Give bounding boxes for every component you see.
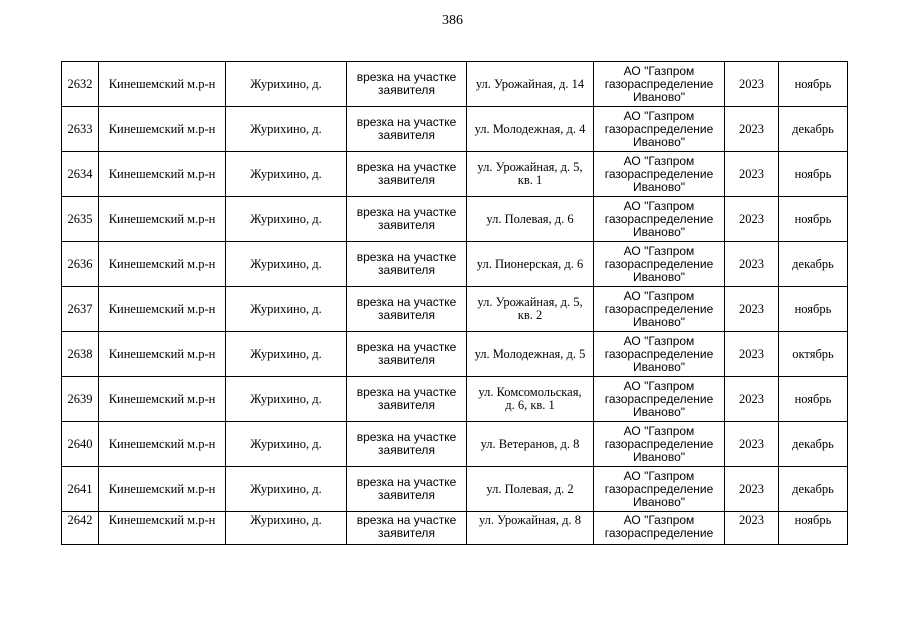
year-cell: 2023	[725, 377, 779, 422]
organization-line: АО "Газпром	[623, 243, 695, 258]
district-cell: Кинешемский м.р-н	[99, 377, 226, 422]
connection-type-line: заявителя	[378, 398, 435, 412]
month-cell: декабрь	[779, 422, 848, 467]
address-line: ул. Урожайная, д. 5,	[477, 295, 583, 309]
connection-type-cell	[347, 287, 467, 332]
connection-type-cell	[347, 152, 467, 197]
address-cell	[467, 197, 594, 242]
month-cell: ноябрь	[779, 287, 848, 332]
year-cell: 2023	[725, 107, 779, 152]
organization-line: Иваново"	[632, 314, 685, 329]
organization-line: АО "Газпром	[623, 198, 695, 213]
organization-line: Иваново"	[632, 449, 685, 464]
organization-line: газораспределение	[604, 436, 714, 451]
connection-type-line: заявителя	[378, 83, 435, 97]
organization-line: АО "Газпром	[623, 378, 695, 393]
district-cell: Кинешемский м.р-н	[99, 287, 226, 332]
organization-line: АО "Газпром	[623, 153, 695, 168]
year-cell: 2023	[725, 422, 779, 467]
organization-cell	[594, 422, 725, 467]
connection-type-cell	[347, 62, 467, 107]
organization-line: газораспределение	[604, 346, 714, 361]
address-line: ул. Урожайная, д. 14	[475, 76, 585, 91]
organization-line: Иваново"	[632, 404, 685, 419]
year-cell: 2023	[725, 62, 779, 107]
connection-type-line: заявителя	[378, 263, 435, 277]
address-line: ул. Комсомольская,	[478, 385, 582, 399]
connection-type-line: заявителя	[378, 218, 435, 232]
organization-cell	[594, 62, 725, 107]
district-cell: Кинешемский м.р-н	[99, 422, 226, 467]
year-cell: 2023	[725, 512, 779, 545]
address-line: ул. Полевая, д. 2	[486, 481, 574, 496]
connection-type-cell	[347, 242, 467, 287]
connection-type-line: заявителя	[378, 353, 435, 367]
organization-cell	[594, 287, 725, 332]
organization-line: АО "Газпром	[623, 468, 695, 483]
connection-type-line: врезка на участке	[356, 513, 457, 527]
table-row	[62, 332, 848, 377]
connection-type-line: заявителя	[378, 443, 435, 457]
month-cell: октябрь	[779, 332, 848, 377]
row-number-cell: 2637	[62, 287, 99, 332]
organization-cell	[594, 512, 725, 545]
connection-type-cell	[347, 422, 467, 467]
organization-line: газораспределение	[604, 481, 714, 496]
connection-type-line: заявителя	[378, 128, 435, 142]
address-cell	[467, 62, 594, 107]
row-number-cell: 2641	[62, 467, 99, 512]
settlement-cell: Журихино, д.	[226, 287, 347, 332]
address-line: кв. 2	[517, 308, 543, 322]
page-number: 386	[442, 13, 463, 28]
organization-line: Иваново"	[632, 179, 685, 194]
organization-line: Иваново"	[632, 89, 685, 104]
connection-type-line: заявителя	[378, 488, 435, 502]
connection-type-line: врезка на участке	[356, 475, 457, 489]
address-cell	[467, 422, 594, 467]
table-body	[62, 62, 848, 545]
connection-type-cell	[347, 467, 467, 512]
address-line: д. 6, кв. 1	[505, 398, 555, 412]
connection-type-cell	[347, 107, 467, 152]
district-cell: Кинешемский м.р-н	[99, 152, 226, 197]
month-cell: ноябрь	[779, 377, 848, 422]
address-cell	[467, 512, 594, 545]
address-line: ул. Молодежная, д. 4	[474, 121, 586, 136]
organization-line: Иваново"	[632, 269, 685, 284]
row-number-cell: 2642	[62, 512, 99, 545]
settlement-cell: Журихино, д.	[226, 377, 347, 422]
district-cell: Кинешемский м.р-н	[99, 332, 226, 377]
year-cell: 2023	[725, 287, 779, 332]
organization-cell	[594, 197, 725, 242]
connection-type-line: врезка на участке	[356, 160, 457, 174]
row-number-cell: 2638	[62, 332, 99, 377]
organization-cell	[594, 242, 725, 287]
organization-line: Иваново"	[632, 494, 685, 509]
row-number-cell: 2636	[62, 242, 99, 287]
organization-line: АО "Газпром	[623, 108, 695, 123]
month-cell: декабрь	[779, 107, 848, 152]
month-cell: ноябрь	[779, 512, 848, 545]
organization-line: газораспределение	[604, 76, 714, 91]
district-cell: Кинешемский м.р-н	[99, 512, 226, 545]
month-cell: ноябрь	[779, 152, 848, 197]
connection-type-line: врезка на участке	[356, 205, 457, 219]
address-line: ул. Пионерская, д. 6	[476, 256, 584, 271]
connection-type-line: заявителя	[378, 173, 435, 187]
address-line: ул. Урожайная, д. 5,	[477, 160, 583, 174]
settlement-cell: Журихино, д.	[226, 422, 347, 467]
table-row	[62, 287, 848, 332]
address-cell	[467, 467, 594, 512]
organization-line: газораспределение	[604, 526, 714, 540]
table-row	[62, 467, 848, 512]
organization-cell	[594, 107, 725, 152]
row-number-cell: 2635	[62, 197, 99, 242]
address-line: ул. Урожайная, д. 8	[478, 513, 582, 527]
settlement-cell: Журихино, д.	[226, 512, 347, 545]
table-row	[62, 107, 848, 152]
connection-type-line: врезка на участке	[356, 295, 457, 309]
year-cell: 2023	[725, 152, 779, 197]
connection-type-cell	[347, 197, 467, 242]
address-line: кв. 1	[517, 173, 543, 187]
year-cell: 2023	[725, 467, 779, 512]
address-line: ул. Молодежная, д. 5	[474, 346, 586, 361]
table-row	[62, 152, 848, 197]
settlement-cell: Журихино, д.	[226, 332, 347, 377]
table-row	[62, 242, 848, 287]
table-row	[62, 377, 848, 422]
settlement-cell: Журихино, д.	[226, 107, 347, 152]
connection-type-line: заявителя	[378, 308, 435, 322]
table-row	[62, 197, 848, 242]
settlement-cell: Журихино, д.	[226, 62, 347, 107]
organization-cell	[594, 152, 725, 197]
organization-line: АО "Газпром	[623, 423, 695, 438]
connection-type-cell	[347, 377, 467, 422]
row-number-cell: 2632	[62, 62, 99, 107]
connection-type-cell	[347, 332, 467, 377]
organization-cell	[594, 332, 725, 377]
address-cell	[467, 152, 594, 197]
organization-line: Иваново"	[632, 224, 685, 239]
organization-line: АО "Газпром	[623, 288, 695, 303]
year-cell: 2023	[725, 242, 779, 287]
district-cell: Кинешемский м.р-н	[99, 62, 226, 107]
organization-line: АО "Газпром	[623, 63, 695, 78]
gas-connection-table	[61, 61, 848, 545]
address-cell	[467, 332, 594, 377]
year-cell: 2023	[725, 332, 779, 377]
district-cell: Кинешемский м.р-н	[99, 197, 226, 242]
table-row	[62, 422, 848, 467]
address-cell	[467, 377, 594, 422]
month-cell: декабрь	[779, 242, 848, 287]
connection-type-line: заявителя	[378, 526, 435, 540]
connection-type-line: врезка на участке	[356, 385, 457, 399]
organization-line: АО "Газпром	[623, 333, 695, 348]
settlement-cell: Журихино, д.	[226, 467, 347, 512]
row-number-cell: 2633	[62, 107, 99, 152]
month-cell: декабрь	[779, 467, 848, 512]
address-cell	[467, 287, 594, 332]
address-cell	[467, 242, 594, 287]
table-row	[62, 62, 848, 107]
month-cell: ноябрь	[779, 62, 848, 107]
organization-line: Иваново"	[632, 359, 685, 374]
organization-line: газораспределение	[604, 166, 714, 181]
district-cell: Кинешемский м.р-н	[99, 467, 226, 512]
address-cell	[467, 107, 594, 152]
connection-type-line: врезка на участке	[356, 70, 457, 84]
organization-line: газораспределение	[604, 301, 714, 316]
organization-line: Иваново"	[632, 134, 685, 149]
organization-line: газораспределение	[604, 211, 714, 226]
settlement-cell: Журихино, д.	[226, 242, 347, 287]
connection-type-line: врезка на участке	[356, 250, 457, 264]
row-number-cell: 2639	[62, 377, 99, 422]
connection-type-cell	[347, 512, 467, 545]
settlement-cell: Журихино, д.	[226, 197, 347, 242]
organization-cell	[594, 467, 725, 512]
month-cell: ноябрь	[779, 197, 848, 242]
address-line: ул. Ветеранов, д. 8	[480, 436, 580, 451]
address-line: ул. Полевая, д. 6	[486, 211, 574, 226]
organization-line: газораспределение	[604, 121, 714, 136]
year-cell: 2023	[725, 197, 779, 242]
row-number-cell: 2634	[62, 152, 99, 197]
row-number-cell: 2640	[62, 422, 99, 467]
organization-line: газораспределение	[604, 391, 714, 406]
organization-line: АО "Газпром	[623, 513, 695, 527]
district-cell: Кинешемский м.р-н	[99, 107, 226, 152]
settlement-cell: Журихино, д.	[226, 152, 347, 197]
table-row	[62, 512, 848, 545]
connection-type-line: врезка на участке	[356, 430, 457, 444]
connection-type-line: врезка на участке	[356, 115, 457, 129]
connection-type-line: врезка на участке	[356, 340, 457, 354]
organization-cell	[594, 377, 725, 422]
organization-line: газораспределение	[604, 256, 714, 271]
district-cell: Кинешемский м.р-н	[99, 242, 226, 287]
